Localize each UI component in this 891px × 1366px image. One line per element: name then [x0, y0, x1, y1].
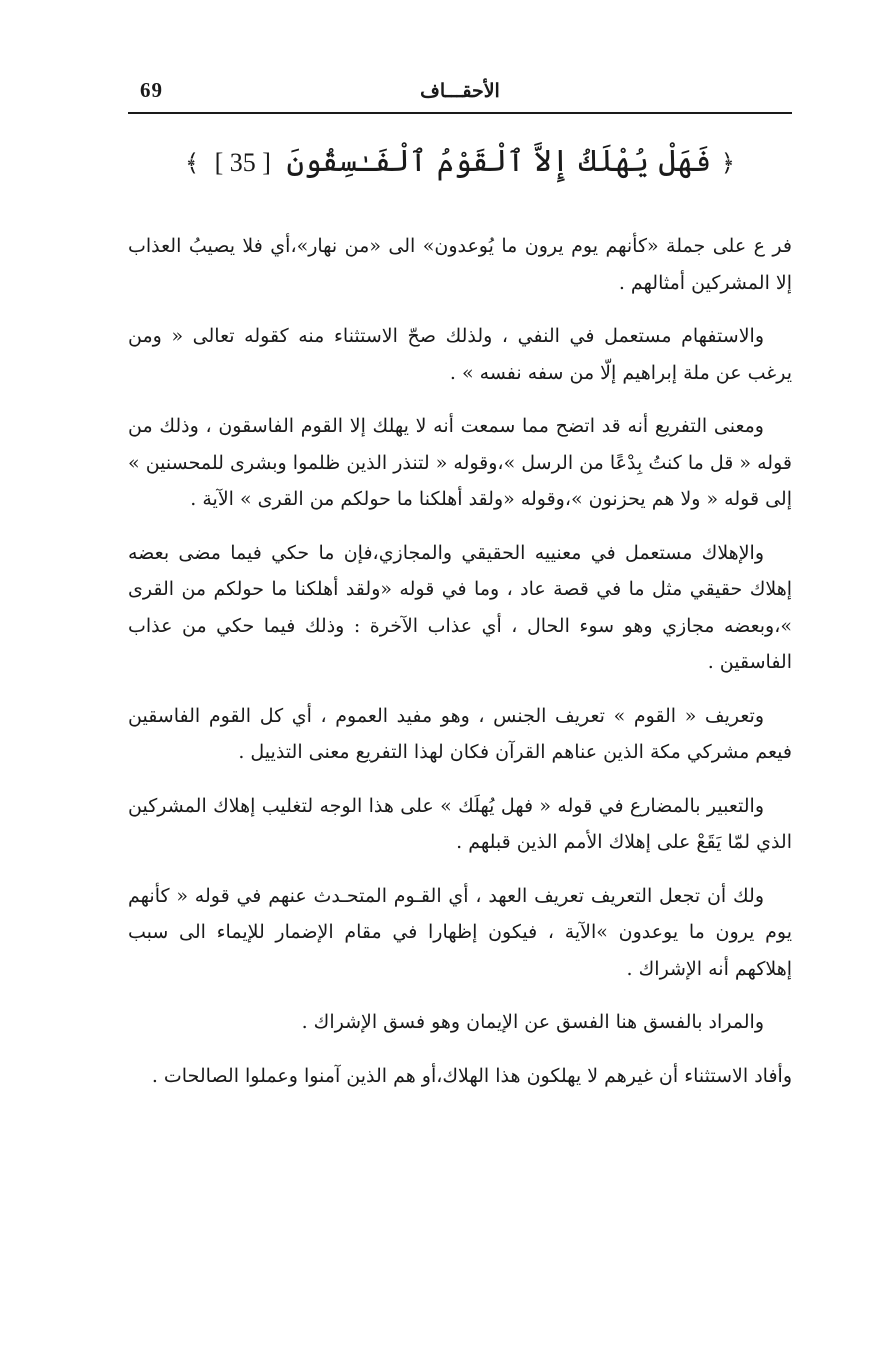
header-rule	[128, 112, 792, 114]
paragraph: وأفاد الاستثناء أن غيرهم لا يهلكون هذا الهلاك،أو هم الذين آمنوا وعملوا الصالحات .	[151, 1064, 792, 1087]
verse-heading	[128, 140, 792, 185]
paragraph: والاستفهام مستعمل في النفي ، ولذلك صحّ الاستثناء منه كقوله تعالى « ومن يرغب عن ملة إبراهيم إلّا من سفه نفسه » .	[128, 325, 792, 384]
paragraph: فر ع على جملة «كأنهم يوم يرون ما يُوعدون» الى «من نهار»،أي فلا يصيبُ العذاب إلا المشركين أمثالهم .	[128, 235, 792, 294]
paragraph: وتعريف « القوم » تعريف الجنس ، وهو مفيد العموم ، أي كل القوم الفاسقين فيعم مشركي مكة الذين عناهم القرآن فكان لهذا التفريع معنى التذييل .	[128, 704, 792, 763]
paragraph: والإهلاك مستعمل في معنييه الحقيقي والمجازي،فإن ما حكي فيما مضى بعضه إهلاك حقيقي مثل ما في قصة عاد ، وما في قوله «ولقد أهلكنا ما حولكم من القرى »،وبعضه مجازي وهو سوء الحال ، أي عذاب الآخرة : وذلك فيما حكي من عذاب الفاسقين .	[128, 541, 792, 673]
verse-text: فَهَلْ يُهْلَكُ إِلاَّ ٱلْقَوْمُ ٱلْفَـٰسِقُونَ	[286, 144, 712, 179]
paragraph: والمراد بالفسق هنا الفسق عن الإيمان وهو فسق الإشراك .	[301, 1011, 764, 1033]
page-number: 69	[140, 78, 163, 102]
paragraph: والتعبير بالمضارع في قوله « فهل يُهلَك » على هذا الوجه لتغليب إهلاك المشركين الذي لمّا يَقَعْ على إهلاك الأمم الذين قبلهم .	[128, 794, 792, 853]
verse-open-ornament: ﴿	[720, 149, 735, 177]
running-title: الأحقـــاف	[420, 80, 500, 102]
paragraph: ومعنى التفريع أنه قد اتضح مما سمعت أنه لا يهلك إلا القوم الفاسقون ، وذلك من قوله « قل ما كنتُ بِدْعًا من الرسل »،وقوله « لتنذر الذين ظلموا وبشرى للمحسنين » إلى قوله « ولا هم يحزنون »،وقوله «ولقد أهلكنا ما حولكم من القرى » الآية .	[128, 415, 792, 510]
verse-number: [ 35 ]	[214, 148, 271, 177]
commentary-body	[128, 228, 792, 1111]
paragraph: ولك أن تجعل التعريف تعريف العهد ، أي القـوم المتحـدث عنهم في قوله « كأنهم يوم يرون ما يوعدون »الآية ، فيكون إظهارا في مقام الإضمار للإيماء الى سبب إهلاكهم أنه الإشراك .	[128, 884, 792, 980]
page-header	[128, 78, 792, 114]
verse-close-ornament: ﴾	[185, 149, 200, 177]
